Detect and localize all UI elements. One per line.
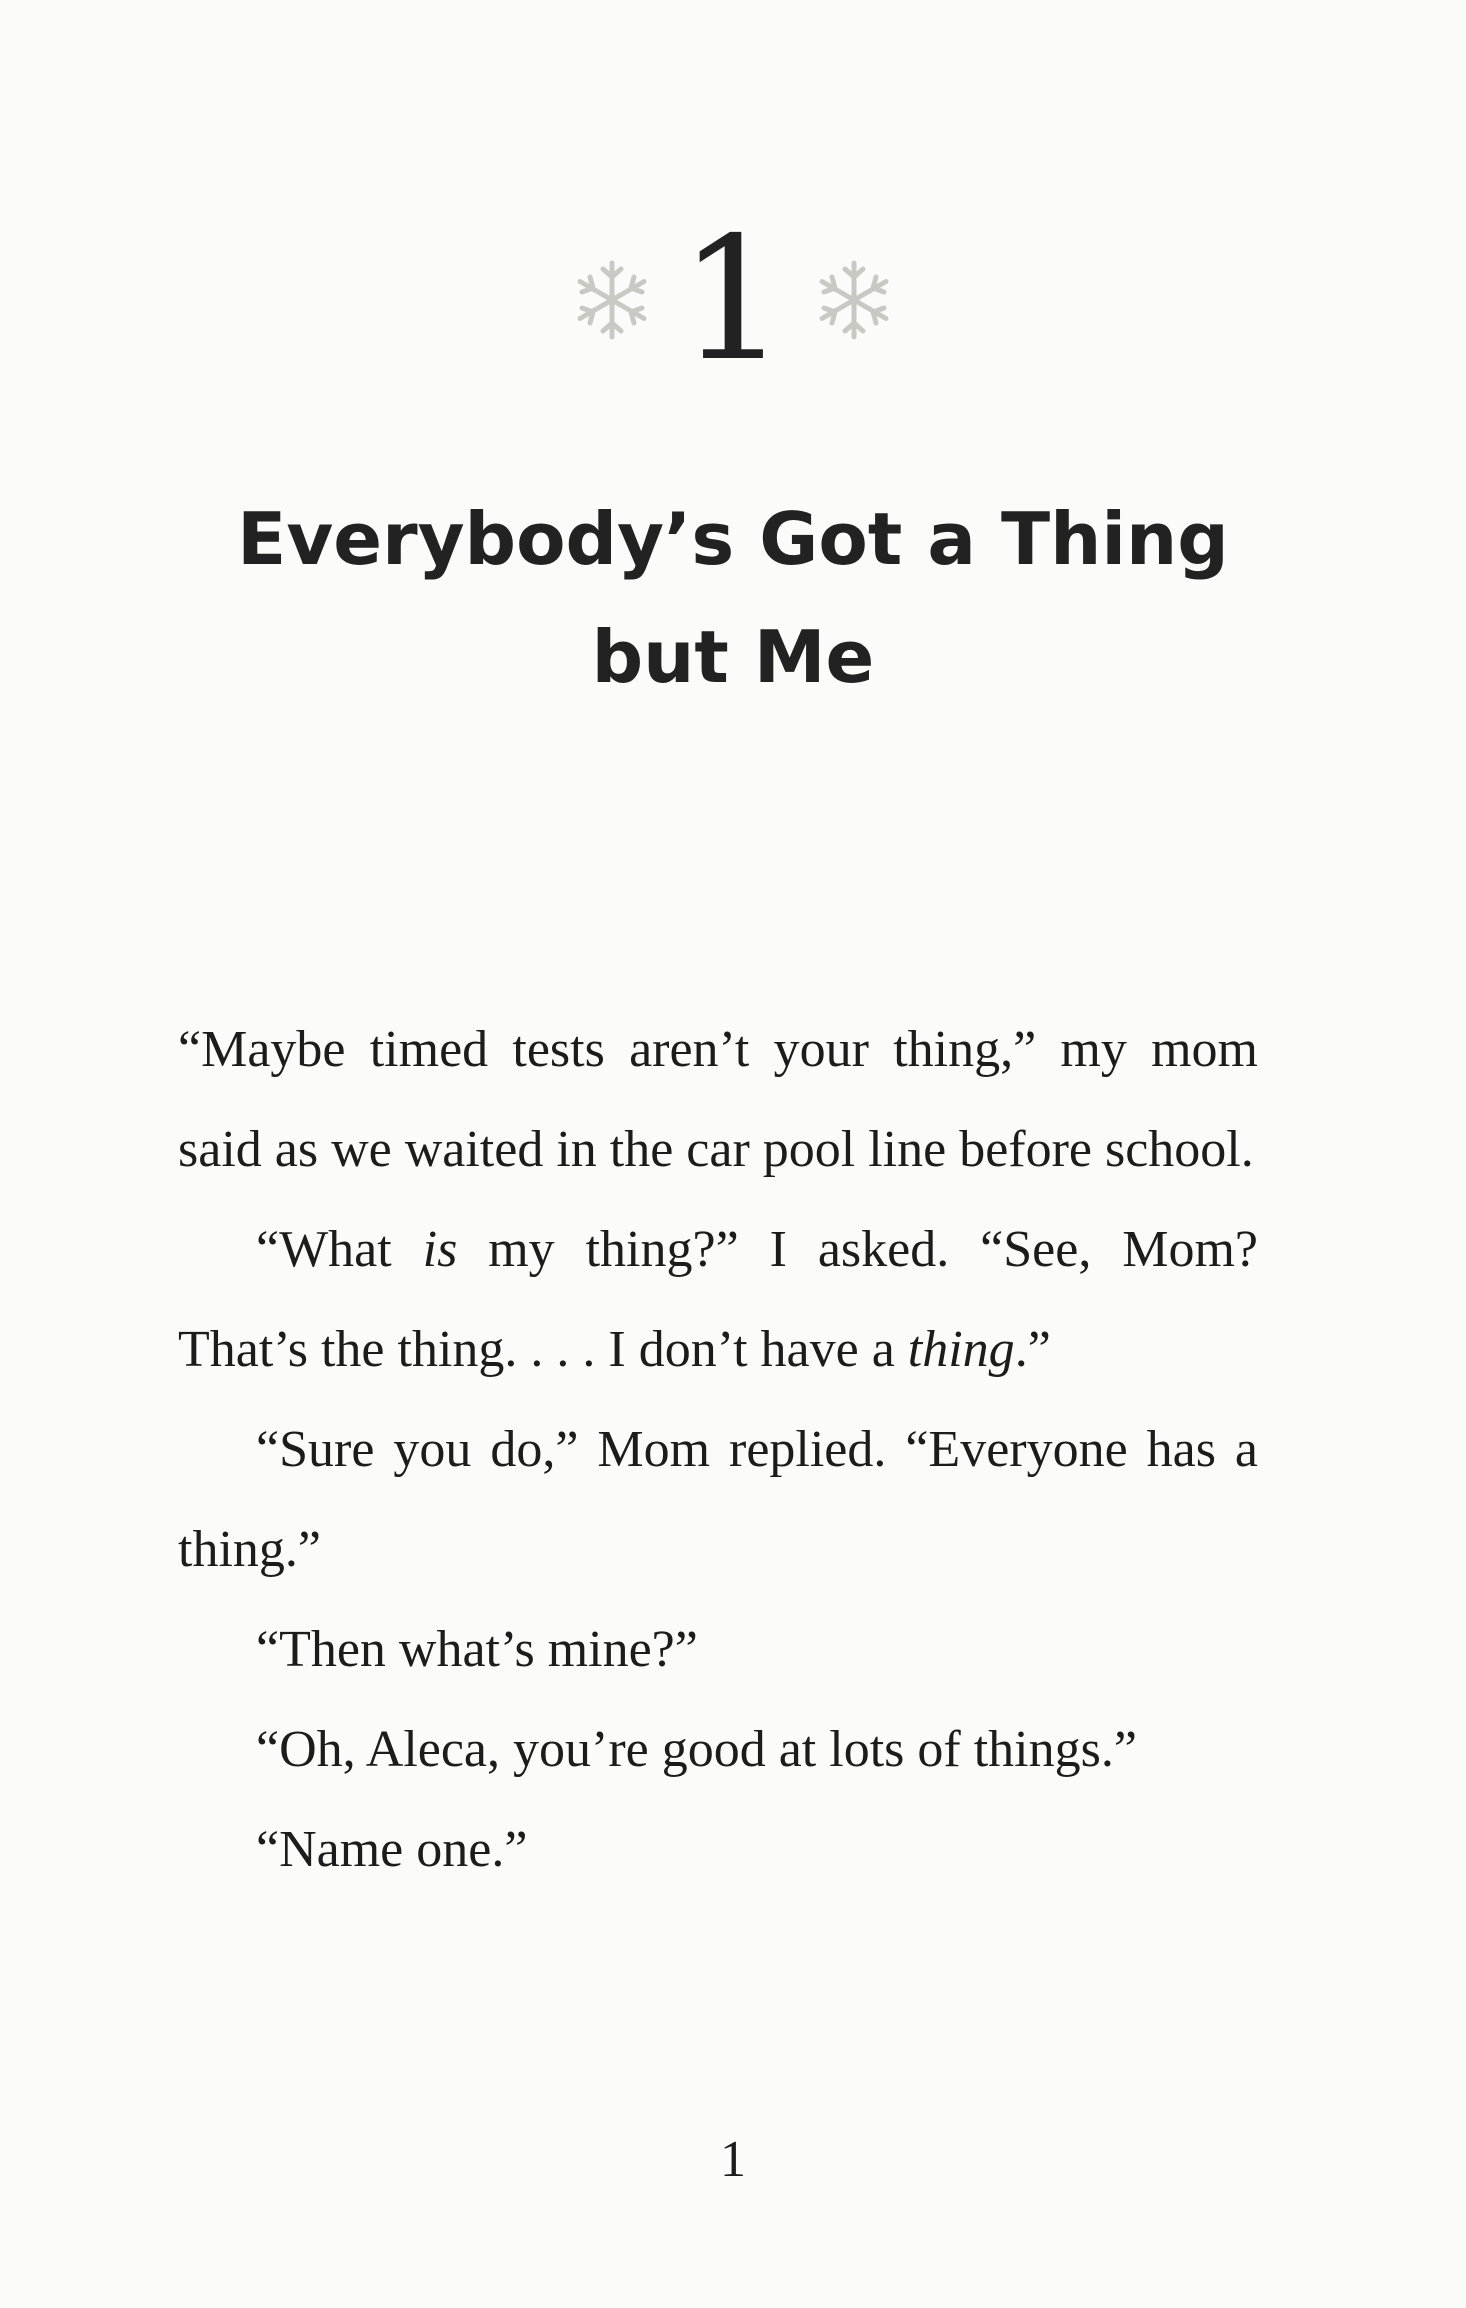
- chapter-title-line-1: Everybody’s Got a Thing: [237, 497, 1229, 581]
- paragraph: [178, 1200, 1258, 1400]
- chapter-body: [178, 1000, 1258, 1900]
- text-segment: my thing?” I asked. “See, Mom? That’s the thing. . . . I don’t have a: [178, 1221, 1259, 1378]
- emphasis-text: thing: [907, 1321, 1015, 1378]
- snowflake-icon: [567, 255, 657, 345]
- text-segment: .”: [1014, 1321, 1051, 1378]
- paragraph: [178, 1800, 1258, 1900]
- text-segment: “Sure you do,” Mom replied. “Everyone has a thing.”: [178, 1421, 1258, 1578]
- chapter-title: [0, 480, 1466, 716]
- paragraph: [178, 1400, 1258, 1600]
- paragraph: [178, 1700, 1258, 1800]
- chapter-number: 1: [678, 201, 788, 399]
- chapter-heading: [0, 201, 1466, 399]
- text-segment: “What: [256, 1221, 423, 1278]
- text-segment: “Oh, Aleca, you’re good at lots of things.”: [256, 1721, 1137, 1778]
- text-segment: “Maybe timed tests aren’t your thing,” my mom said as we waited in the car pool line before school.: [178, 1021, 1258, 1178]
- text-segment: “Then what’s mine?”: [256, 1621, 698, 1678]
- paragraph: [178, 1000, 1258, 1200]
- snowflake-icon: [809, 255, 899, 345]
- emphasis-text: is: [422, 1221, 458, 1278]
- chapter-title-line-2: but Me: [591, 615, 875, 699]
- text-segment: “Name one.”: [256, 1821, 528, 1878]
- page-number: 1: [720, 2131, 746, 2188]
- paragraph: [178, 1600, 1258, 1700]
